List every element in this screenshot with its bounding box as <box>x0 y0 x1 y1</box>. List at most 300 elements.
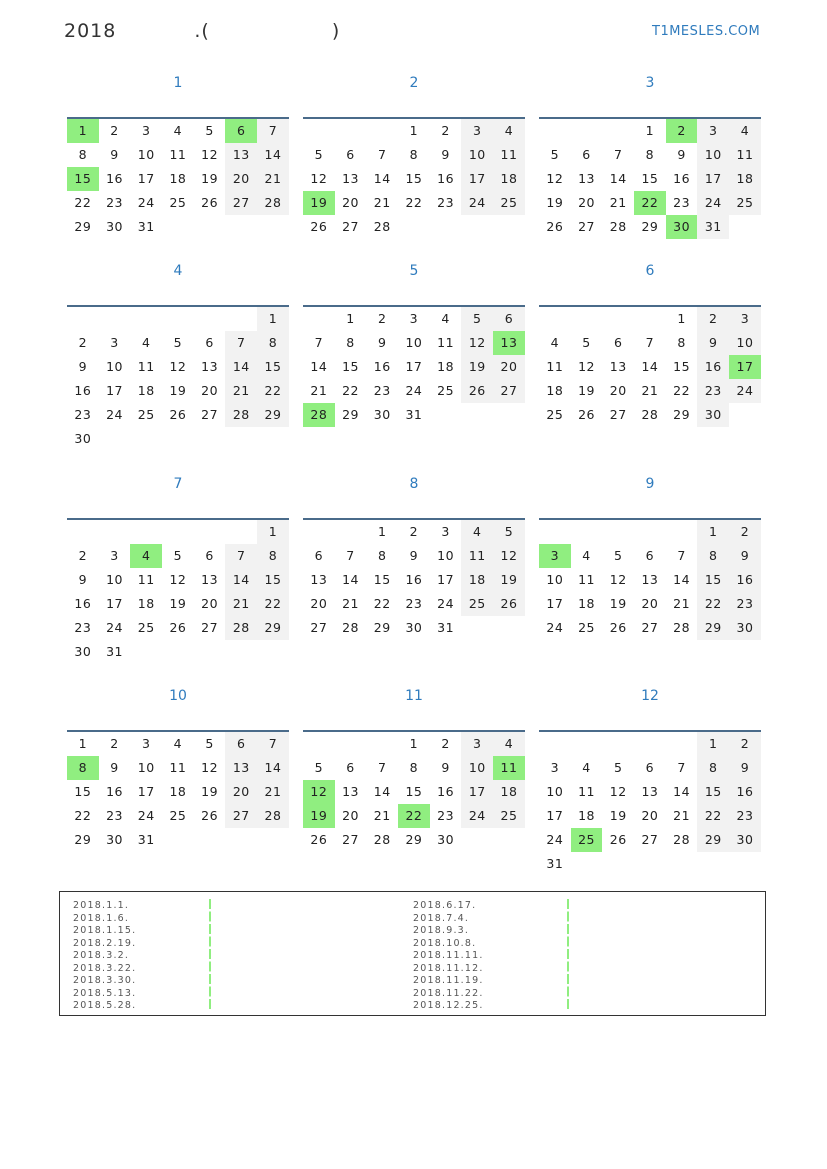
day-cell: 10 <box>546 784 564 799</box>
day-cell: 27 <box>201 620 219 635</box>
day-cell: 15 <box>641 171 659 186</box>
day-cell: 17 <box>437 572 455 587</box>
year-label: 2018 <box>64 20 117 42</box>
day-cell: 26 <box>310 832 328 847</box>
day-cell: 23 <box>106 195 123 210</box>
month-6 <box>539 261 761 422</box>
month-9 <box>539 474 761 635</box>
week-row <box>539 732 761 756</box>
week-row <box>67 119 289 143</box>
day-cell <box>257 828 289 852</box>
day-cell: 2 <box>110 736 119 751</box>
day-cell: 3 <box>409 311 419 326</box>
day-cell: 26 <box>169 407 187 422</box>
week-row <box>67 167 289 191</box>
day-cell: 3 <box>729 307 761 331</box>
day-cell <box>539 520 571 544</box>
month-10 <box>67 686 289 847</box>
legend-date: 2018.12.25. <box>413 1000 484 1011</box>
day-cell: 19 <box>609 596 627 611</box>
day-cell: 16 <box>673 171 691 186</box>
month-days <box>67 119 289 239</box>
week-row <box>67 307 289 331</box>
day-cell: 6 <box>493 307 525 331</box>
holiday-cell: 2 <box>666 119 698 143</box>
week-row <box>303 616 525 640</box>
day-cell: 14 <box>310 359 328 374</box>
day-cell: 5 <box>314 147 324 162</box>
month-days <box>303 520 525 640</box>
day-cell: 24 <box>461 191 493 215</box>
day-cell: 30 <box>697 403 729 427</box>
day-cell: 28 <box>641 407 659 422</box>
day-cell <box>461 616 493 640</box>
week-row <box>67 640 289 664</box>
day-cell: 23 <box>74 620 92 635</box>
day-cell <box>461 828 493 852</box>
week-row <box>303 828 525 852</box>
week-row <box>303 119 525 143</box>
day-cell: 21 <box>225 592 257 616</box>
day-cell <box>430 403 462 427</box>
day-cell: 23 <box>729 804 761 828</box>
day-cell: 29 <box>74 832 92 847</box>
day-cell: 16 <box>729 780 761 804</box>
day-cell <box>366 119 398 143</box>
day-cell <box>634 852 666 876</box>
day-cell <box>225 427 257 451</box>
day-cell: 16 <box>373 359 391 374</box>
day-cell: 9 <box>110 760 119 775</box>
day-cell: 10 <box>437 548 455 563</box>
day-cell: 25 <box>729 191 761 215</box>
month-name: 11 <box>405 688 423 704</box>
day-cell: 4 <box>729 119 761 143</box>
day-cell: 20 <box>342 808 359 823</box>
day-cell: 4 <box>173 736 183 751</box>
week-row <box>303 215 525 239</box>
day-cell: 12 <box>201 147 219 162</box>
day-cell <box>303 520 335 544</box>
day-cell: 26 <box>609 832 627 847</box>
day-cell: 21 <box>641 383 659 398</box>
week-row <box>67 427 289 451</box>
day-cell: 24 <box>106 620 123 635</box>
day-cell: 29 <box>697 828 729 852</box>
day-cell: 22 <box>74 195 92 210</box>
day-cell: 5 <box>582 335 591 350</box>
holiday-cell: 28 <box>303 403 335 427</box>
day-cell <box>461 215 493 239</box>
day-cell: 3 <box>110 548 119 563</box>
month-2 <box>303 73 525 234</box>
day-cell: 21 <box>609 195 627 210</box>
month-name: 1 <box>173 75 183 91</box>
day-cell: 3 <box>110 335 119 350</box>
day-cell: 2 <box>110 123 119 138</box>
day-cell <box>225 520 257 544</box>
day-cell: 29 <box>697 616 729 640</box>
day-cell: 25 <box>578 620 595 635</box>
day-cell: 4 <box>441 311 450 326</box>
month-days <box>303 732 525 852</box>
week-row <box>539 544 761 568</box>
day-cell: 5 <box>314 760 324 775</box>
day-cell: 7 <box>346 548 355 563</box>
day-cell: 20 <box>225 780 257 804</box>
day-cell: 28 <box>373 219 391 234</box>
day-cell: 25 <box>493 191 525 215</box>
month-1 <box>67 73 289 234</box>
month-name: 8 <box>409 476 419 492</box>
day-cell: 18 <box>169 171 187 186</box>
week-row <box>67 520 289 544</box>
day-cell: 4 <box>550 335 560 350</box>
month-days <box>303 307 525 427</box>
legend-date: 2018.3.22. <box>73 962 137 974</box>
day-cell: 18 <box>169 784 187 799</box>
day-cell: 24 <box>729 379 761 403</box>
day-cell: 13 <box>342 784 359 799</box>
day-cell: 20 <box>225 167 257 191</box>
day-cell: 31 <box>697 215 729 239</box>
day-cell: 1 <box>346 311 355 326</box>
day-cell: 7 <box>613 147 623 162</box>
day-cell: 13 <box>201 572 219 587</box>
holiday-cell: 19 <box>303 804 335 828</box>
day-cell: 25 <box>493 804 525 828</box>
week-row <box>539 191 761 215</box>
holiday-cell: 25 <box>571 828 603 852</box>
holiday-cell: 15 <box>67 167 99 191</box>
day-cell: 6 <box>314 548 324 563</box>
day-cell <box>130 307 162 331</box>
legend-date: 2018.1.15. <box>73 925 137 936</box>
week-row <box>539 804 761 828</box>
day-cell: 9 <box>409 548 419 563</box>
month-name: 9 <box>645 476 655 492</box>
day-cell: 13 <box>201 359 219 374</box>
week-row <box>67 592 289 616</box>
week-row <box>67 215 289 239</box>
day-cell <box>602 732 634 756</box>
day-cell: 7 <box>225 331 257 355</box>
day-cell: 15 <box>405 171 423 186</box>
day-cell: 16 <box>729 568 761 592</box>
day-cell: 12 <box>578 359 595 374</box>
day-cell <box>67 307 99 331</box>
day-cell: 4 <box>173 123 183 138</box>
day-cell: 15 <box>74 784 92 799</box>
day-cell: 8 <box>78 147 88 162</box>
month-name: 10 <box>169 688 187 704</box>
day-cell <box>697 852 729 876</box>
day-cell: 31 <box>405 407 423 422</box>
day-cell: 25 <box>437 383 455 398</box>
page-title <box>64 20 340 42</box>
day-cell <box>602 307 634 331</box>
month-7 <box>67 474 289 659</box>
day-cell: 20 <box>578 195 595 210</box>
legend-column-right <box>413 900 484 1013</box>
day-cell: 26 <box>310 219 328 234</box>
day-cell: 15 <box>697 568 729 592</box>
day-cell: 12 <box>169 572 187 587</box>
day-cell: 20 <box>641 596 659 611</box>
day-cell: 13 <box>641 572 659 587</box>
day-cell: 27 <box>641 832 659 847</box>
day-cell: 2 <box>78 548 88 563</box>
day-cell: 8 <box>645 147 655 162</box>
day-cell: 6 <box>582 147 591 162</box>
month-days <box>539 732 761 876</box>
day-cell: 31 <box>137 832 155 847</box>
week-row <box>303 403 525 427</box>
day-cell: 29 <box>342 407 359 422</box>
brand-link[interactable]: T1MESLES.COM <box>652 24 761 39</box>
day-cell: 6 <box>205 335 214 350</box>
day-cell: 18 <box>578 808 595 823</box>
day-cell: 22 <box>673 383 691 398</box>
day-cell: 12 <box>310 171 328 186</box>
day-cell: 22 <box>697 592 729 616</box>
day-cell: 30 <box>74 644 92 659</box>
legend-date: 2018.3.2. <box>73 950 130 961</box>
day-cell: 10 <box>461 143 493 167</box>
day-cell: 24 <box>405 383 423 398</box>
day-cell: 26 <box>461 379 493 403</box>
day-cell: 12 <box>461 331 493 355</box>
day-cell <box>634 732 666 756</box>
week-row <box>67 544 289 568</box>
day-cell: 11 <box>729 143 761 167</box>
legend-column-left <box>73 900 136 1013</box>
day-cell: 9 <box>729 544 761 568</box>
day-cell: 12 <box>201 760 219 775</box>
day-cell: 23 <box>729 592 761 616</box>
day-cell: 13 <box>578 171 595 186</box>
day-cell: 1 <box>78 736 88 751</box>
day-cell: 5 <box>173 335 183 350</box>
day-cell: 16 <box>74 596 92 611</box>
day-cell: 23 <box>405 596 423 611</box>
day-cell: 18 <box>461 568 493 592</box>
day-cell: 11 <box>493 143 525 167</box>
day-cell: 14 <box>673 784 691 799</box>
week-row <box>303 592 525 616</box>
day-cell: 4 <box>493 119 525 143</box>
day-cell <box>130 520 162 544</box>
day-cell: 11 <box>169 760 187 775</box>
day-cell: 21 <box>673 596 691 611</box>
day-cell: 8 <box>697 756 729 780</box>
day-cell: 19 <box>169 383 187 398</box>
legend-date: 2018.10.8. <box>413 937 477 949</box>
legend-date: 2018.11.22. <box>413 987 484 999</box>
day-cell: 22 <box>74 808 92 823</box>
legend-date: 2018.1.6. <box>73 912 130 924</box>
day-cell: 21 <box>257 780 289 804</box>
day-cell <box>571 119 603 143</box>
day-cell: 17 <box>546 808 564 823</box>
day-cell: 28 <box>225 616 257 640</box>
day-cell: 5 <box>205 736 214 751</box>
day-cell <box>257 427 289 451</box>
week-row <box>303 355 525 379</box>
week-row <box>539 568 761 592</box>
day-cell: 15 <box>405 784 423 799</box>
day-cell: 9 <box>677 147 686 162</box>
day-cell: 3 <box>141 736 151 751</box>
day-cell: 23 <box>437 808 455 823</box>
day-cell: 31 <box>137 219 155 234</box>
day-cell: 27 <box>578 219 595 234</box>
day-cell: 23 <box>106 808 123 823</box>
day-cell: 6 <box>225 732 257 756</box>
legend-date: 2018.11.19. <box>413 975 484 986</box>
day-cell: 24 <box>137 808 155 823</box>
day-cell: 15 <box>673 359 691 374</box>
day-cell: 31 <box>106 644 123 659</box>
day-cell: 27 <box>225 804 257 828</box>
day-cell <box>461 403 493 427</box>
week-row <box>303 756 525 780</box>
day-cell <box>162 215 194 239</box>
day-cell: 8 <box>346 335 355 350</box>
day-cell: 26 <box>546 219 564 234</box>
day-cell: 1 <box>645 123 655 138</box>
day-cell: 5 <box>613 548 623 563</box>
week-row <box>539 403 761 427</box>
day-cell: 19 <box>609 808 627 823</box>
day-cell: 5 <box>493 520 525 544</box>
day-cell: 30 <box>729 616 761 640</box>
day-cell: 19 <box>169 596 187 611</box>
week-row <box>67 732 289 756</box>
day-cell: 9 <box>697 331 729 355</box>
legend-date: 2018.5.13. <box>73 987 137 999</box>
day-cell: 22 <box>405 195 423 210</box>
day-cell: 17 <box>461 167 493 191</box>
day-cell: 19 <box>201 171 219 186</box>
day-cell: 26 <box>201 195 219 210</box>
day-cell: 3 <box>141 123 151 138</box>
day-cell <box>99 427 131 451</box>
week-row <box>67 780 289 804</box>
day-cell: 2 <box>729 732 761 756</box>
day-cell <box>162 427 194 451</box>
day-cell: 7 <box>677 760 686 775</box>
day-cell <box>571 307 603 331</box>
day-cell: 3 <box>461 119 493 143</box>
day-cell: 24 <box>437 596 455 611</box>
day-cell: 1 <box>697 732 729 756</box>
day-cell: 27 <box>225 191 257 215</box>
day-cell <box>602 520 634 544</box>
day-cell <box>493 403 525 427</box>
day-cell: 7 <box>257 732 289 756</box>
day-cell: 14 <box>641 359 659 374</box>
day-cell: 27 <box>201 407 219 422</box>
day-cell: 14 <box>225 355 257 379</box>
day-cell <box>729 403 761 427</box>
day-cell: 14 <box>673 572 691 587</box>
holiday-cell: 17 <box>729 355 761 379</box>
day-cell <box>194 520 226 544</box>
day-cell: 5 <box>461 307 493 331</box>
day-cell: 3 <box>697 119 729 143</box>
day-cell: 16 <box>437 171 455 186</box>
week-row <box>303 568 525 592</box>
day-cell: 18 <box>578 596 595 611</box>
holiday-cell: 3 <box>539 544 571 568</box>
month-days <box>303 119 525 239</box>
day-cell: 6 <box>613 335 623 350</box>
day-cell: 25 <box>137 407 155 422</box>
day-cell: 17 <box>137 171 155 186</box>
day-cell: 19 <box>493 568 525 592</box>
day-cell: 19 <box>461 355 493 379</box>
day-cell <box>194 427 226 451</box>
day-cell: 1 <box>409 736 419 751</box>
title-dot-paren: .( <box>194 20 210 42</box>
day-cell: 9 <box>441 760 450 775</box>
day-cell: 12 <box>609 572 627 587</box>
day-cell: 13 <box>641 784 659 799</box>
day-cell: 23 <box>437 195 455 210</box>
day-cell: 11 <box>546 359 564 374</box>
day-cell: 9 <box>377 335 387 350</box>
holiday-cell: 8 <box>67 756 99 780</box>
day-cell: 29 <box>373 620 391 635</box>
day-cell: 10 <box>546 572 564 587</box>
day-cell: 1 <box>377 524 387 539</box>
day-cell: 7 <box>257 119 289 143</box>
day-cell: 8 <box>697 544 729 568</box>
day-cell: 22 <box>257 379 289 403</box>
day-cell: 21 <box>257 167 289 191</box>
day-cell <box>130 640 162 664</box>
day-cell: 17 <box>137 784 155 799</box>
day-cell <box>162 520 194 544</box>
month-days <box>539 520 761 640</box>
day-cell: 17 <box>106 596 123 611</box>
day-cell <box>303 732 335 756</box>
day-cell: 8 <box>377 548 387 563</box>
day-cell: 7 <box>377 147 387 162</box>
day-cell: 4 <box>582 548 591 563</box>
day-cell <box>194 828 226 852</box>
day-cell: 27 <box>609 407 627 422</box>
day-cell: 2 <box>441 736 450 751</box>
day-cell: 2 <box>409 524 419 539</box>
holiday-cell: 1 <box>67 119 99 143</box>
day-cell <box>666 732 698 756</box>
day-cell: 28 <box>342 620 359 635</box>
day-cell <box>99 520 131 544</box>
day-cell: 30 <box>106 832 123 847</box>
day-cell: 5 <box>205 123 214 138</box>
day-cell: 27 <box>342 219 359 234</box>
day-cell: 27 <box>342 832 359 847</box>
week-row <box>303 307 525 331</box>
day-cell <box>257 215 289 239</box>
day-cell: 30 <box>405 620 423 635</box>
holiday-cell: 4 <box>130 544 162 568</box>
day-cell: 11 <box>578 784 595 799</box>
day-cell: 1 <box>677 311 686 326</box>
week-row <box>67 828 289 852</box>
